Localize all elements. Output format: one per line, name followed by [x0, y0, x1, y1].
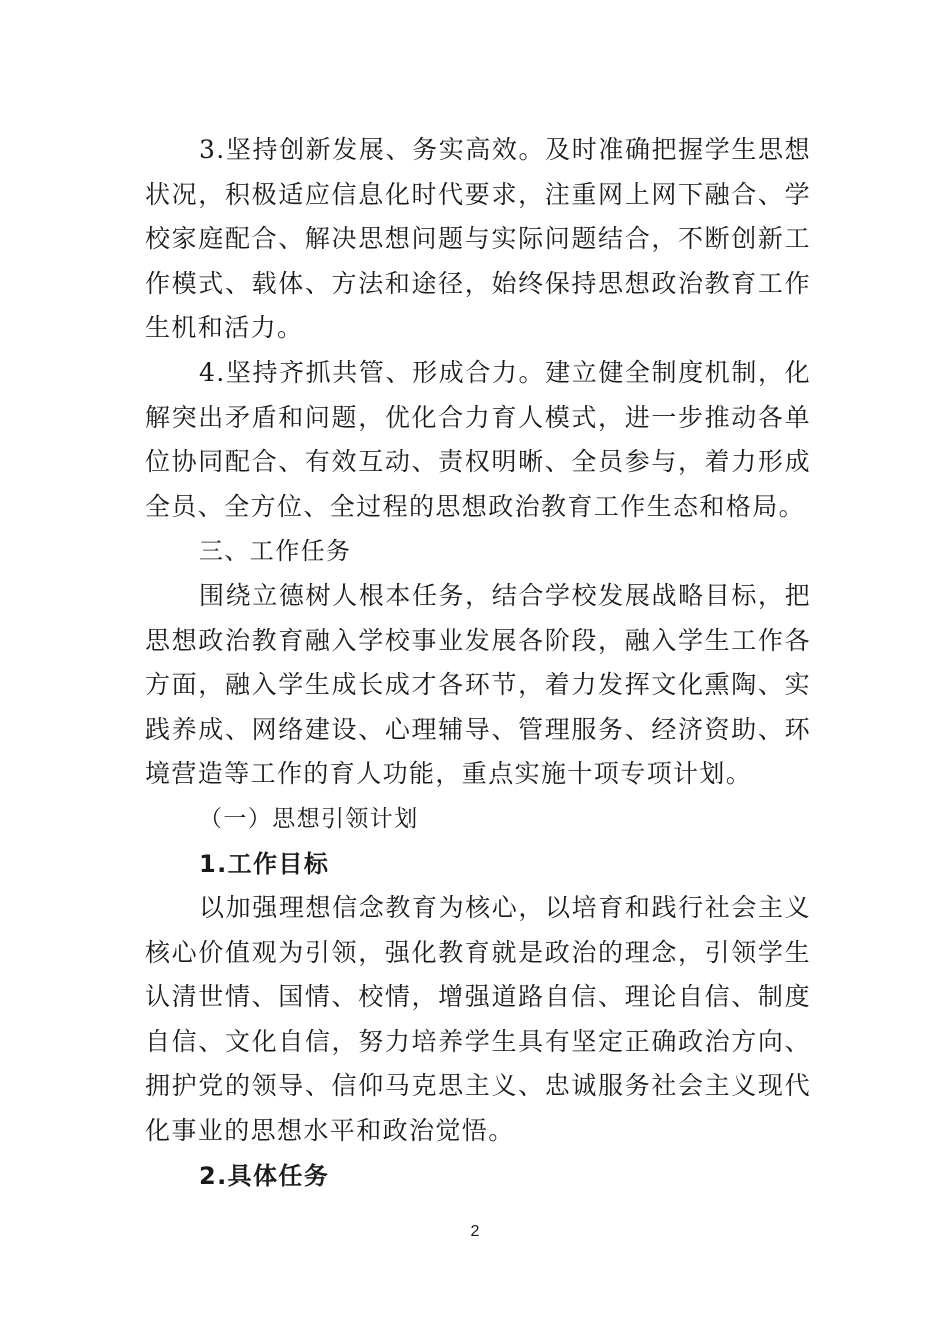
heading-work-goal: 1.工作目标 — [199, 849, 330, 878]
document-body — [145, 128, 811, 1198]
section-heading-work-tasks: 三、工作任务 — [199, 537, 352, 566]
paragraph-work-tasks-intro: 围绕立德树人根本任务，结合学校发展战略目标，把思想政治教育融入学校事业发展各阶段，融入学生工作各方面，融入学生成长成才各环节，着力发挥文化熏陶、实践养成、网络建设、心理辅导、管理服务、经济资助、环境营造等工作的育人功能，重点实施十项专项计划。 — [145, 580, 811, 789]
subsection-heading-thought-leadership-plan: （一）思想引领计划 — [199, 805, 419, 832]
page-number: 2 — [470, 1223, 480, 1240]
paragraph-principle-3: 3.坚持创新发展、务实高效。及时准确把握学生思想状况，积极适应信息化时代要求，注重网上网下融合、学校家庭配合、解决思想问题与实际问题结合，不断创新工作模式、载体、方法和途径，始终保持思想政治教育工作生机和活力。 — [145, 135, 811, 343]
heading-specific-tasks: 2.具体任务 — [199, 1161, 330, 1190]
paragraph-principle-4: 4.坚持齐抓共管、形成合力。建立健全制度机制，化解突出矛盾和问题，优化合力育人模式，进一步推动各单位协同配合、有效互动、责权明晰、全员参与，着力形成全员、全方位、全过程的思想政治教育工作生态和格局。 — [145, 357, 811, 521]
paragraph-work-goal: 以加强理想信念教育为核心，以培育和践行社会主义核心价值观为引领，强化教育就是政治的理念，引领学生认清世情、国情、校情，增强道路自信、理论自信、制度自信、文化自信，努力培养学生具有坚定正确政治方向、拥护党的领导、信仰马克思主义、忠诚服务社会主义现代化事业的思想水平和政治觉悟。 — [145, 893, 811, 1146]
